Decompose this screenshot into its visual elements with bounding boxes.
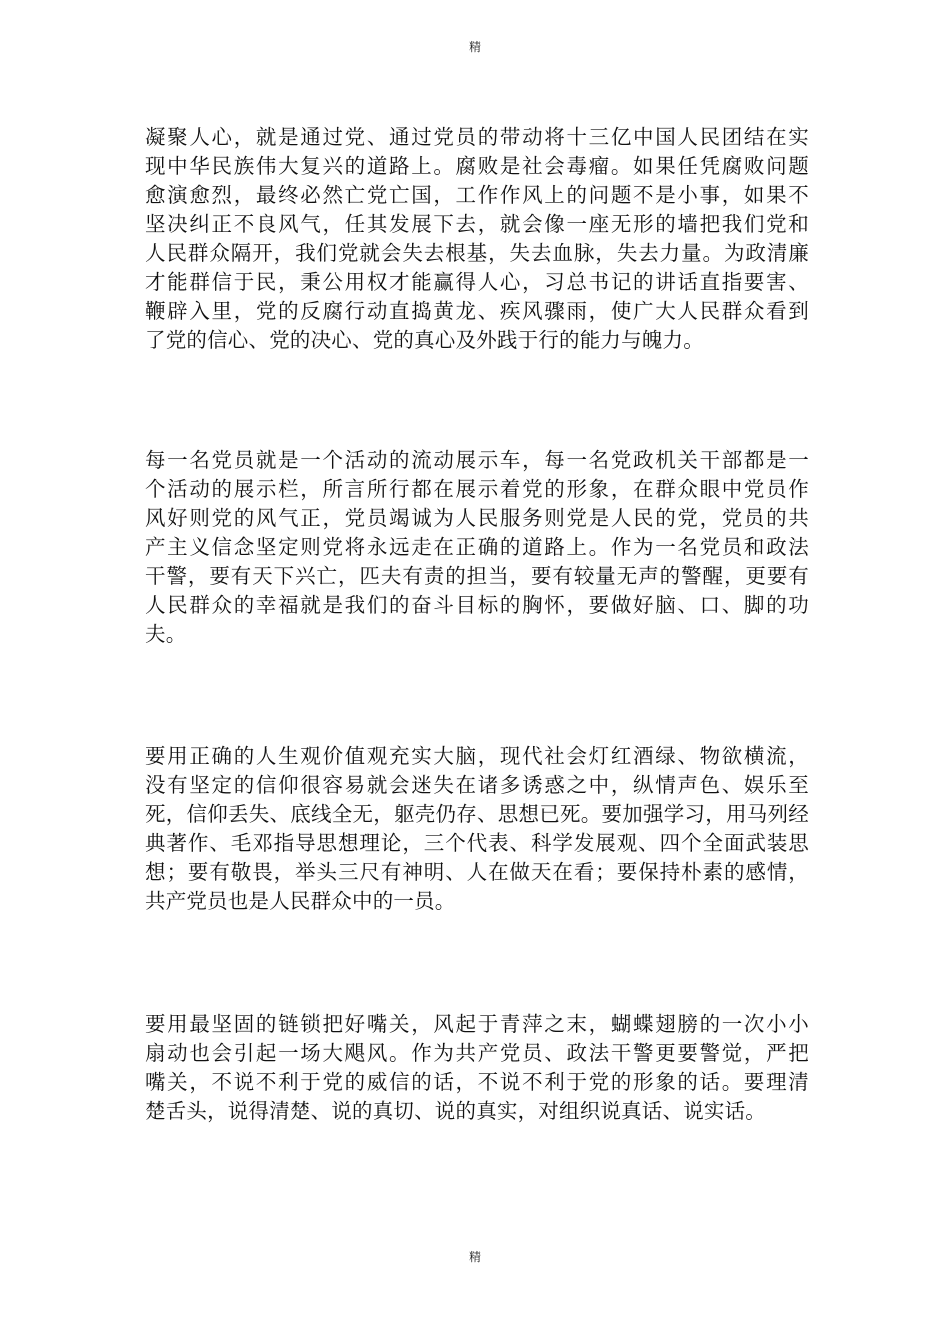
paragraph-line: 了党的信心、党的决心、党的真心及外践于行的能力与魄力。	[145, 328, 704, 352]
paragraph-line: 坚决纠正不良风气，任其发展下去，就会像一座无形的墙把我们党和	[145, 212, 809, 236]
paragraph-line: 鞭辟入里，党的反腐行动直捣黄龙、疾风骤雨，使广大人民群众看到	[145, 299, 809, 323]
paragraph-line: 才能群信于民，秉公用权才能赢得人心，习总书记的讲话直指要害、	[145, 270, 809, 294]
paragraph-4	[145, 1010, 809, 1126]
paragraph-1	[145, 123, 809, 355]
paragraph-line: 扇动也会引起一场大飓风。作为共产党员、政法干警更要警觉，严把	[145, 1041, 809, 1065]
paragraph-line: 干警，要有天下兴亡，匹夫有责的担当，要有较量无声的警醒，更要有	[145, 564, 809, 588]
paragraph-line: 风好则党的风气正，党员竭诚为人民服务则党是人民的党，党员的共	[145, 506, 809, 530]
paragraph-line: 产主义信念坚定则党将永远走在正确的道路上。作为一名党员和政法	[145, 535, 809, 559]
paragraph-line: 要用最坚固的链锁把好嘴关，风起于青萍之末，蝴蝶翅膀的一次小小	[145, 1012, 809, 1036]
paragraph-line: 人民群众隔开，我们党就会失去根基，失去血脉，失去力量。为政清廉	[145, 241, 809, 265]
paragraph-line: 人民群众的幸福就是我们的奋斗目标的胸怀，要做好脑、口、脚的功	[145, 593, 809, 617]
paragraph-line: 典著作、毛邓指导思想理论，三个代表、科学发展观、四个全面武装思	[145, 831, 809, 855]
paragraph-line: 没有坚定的信仰很容易就会迷失在诸多诱惑之中，纵情声色、娱乐至	[145, 773, 809, 797]
paragraph-2	[145, 446, 809, 649]
page-header-mark: 精	[468, 40, 481, 54]
paragraph-line: 夫。	[145, 622, 187, 646]
page-footer-mark: 精	[468, 1250, 481, 1264]
paragraph-line: 凝聚人心，就是通过党、通过党员的带动将十三亿中国人民团结在实	[145, 125, 809, 149]
paragraph-line: 要用正确的人生观价值观充实大脑，现代社会灯红酒绿、物欲横流，	[145, 744, 809, 768]
paragraph-line: 想；要有敬畏，举头三尺有神明、人在做天在看；要保持朴素的感情，	[145, 860, 809, 884]
paragraph-line: 每一名党员就是一个活动的流动展示车，每一名党政机关干部都是一	[145, 448, 809, 472]
paragraph-line: 共产党员也是人民群众中的一员。	[145, 889, 456, 913]
paragraph-line: 楚舌头，说得清楚、说的真切、说的真实，对组织说真话、说实话。	[145, 1099, 766, 1123]
paragraph-line: 现中华民族伟大复兴的道路上。腐败是社会毒瘤。如果任凭腐败问题	[145, 154, 809, 178]
paragraph-line: 个活动的展示栏，所言所行都在展示着党的形象，在群众眼中党员作	[145, 477, 809, 501]
paragraph-3	[145, 742, 809, 916]
paragraph-line: 愈演愈烈，最终必然亡党亡国，工作作风上的问题不是小事，如果不	[145, 183, 809, 207]
paragraph-line: 死，信仰丢失、底线全无，躯壳仍存、思想已死。要加强学习，用马列经	[145, 802, 809, 826]
paragraph-line: 嘴关，不说不利于党的威信的话，不说不利于党的形象的话。要理清	[145, 1070, 809, 1094]
